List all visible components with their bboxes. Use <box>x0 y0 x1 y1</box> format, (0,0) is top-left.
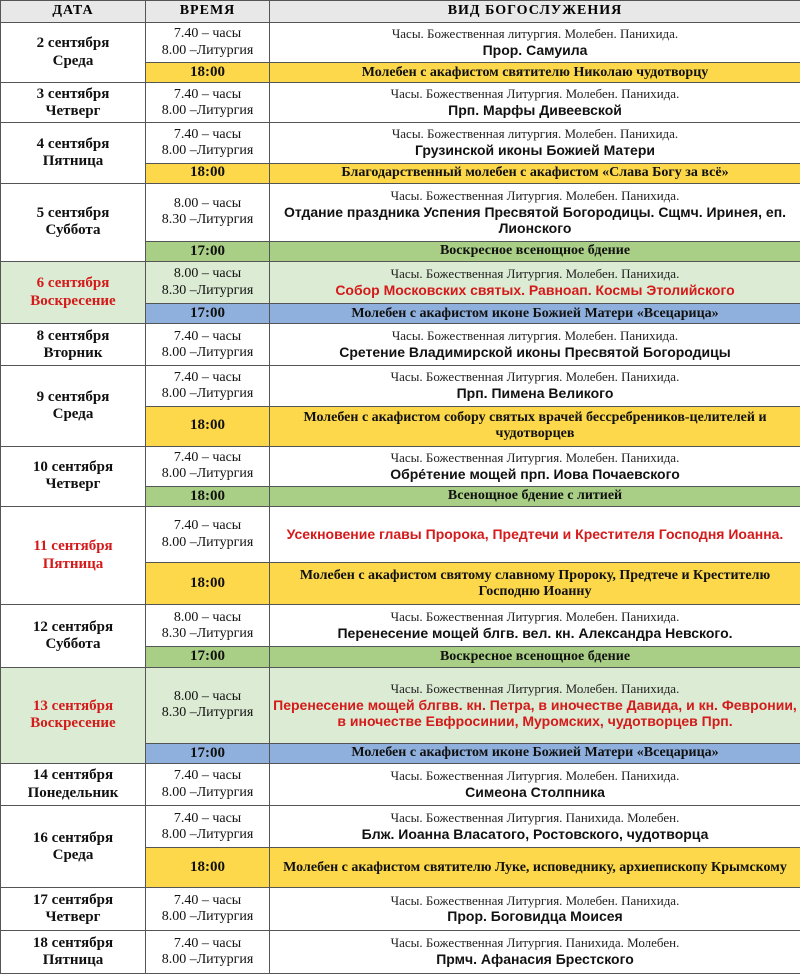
time-liturgy: 8.00 –Литургия <box>161 142 254 158</box>
day-date-cell <box>1 261 146 323</box>
day-service-cell <box>270 667 800 743</box>
time-liturgy: 8.00 –Литургия <box>161 42 254 58</box>
time-liturgy: 8.00 –Литургия <box>161 784 254 800</box>
evening-service: Молебен с акафистом святому славному Пророку, Предтече и Крестителю Господню Иоанну <box>270 563 800 605</box>
day-date: 9 сентября <box>36 388 110 405</box>
time-hours: 7.40 – часы <box>173 892 242 908</box>
time-hours: 7.40 – часы <box>173 450 242 466</box>
service-feast: Грузинской иконы Божией Матери <box>415 142 655 159</box>
day-time-cell <box>146 667 270 743</box>
service-feast: Блж. Иоанна Власатого, Ростовского, чудотворца <box>361 826 709 843</box>
day-time-cell <box>146 123 270 163</box>
day-date: 18 сентября <box>32 934 114 951</box>
time-liturgy: 8.00 –Литургия <box>161 909 254 925</box>
header-service: ВИД БОГОСЛУЖЕНИЯ <box>270 1 800 23</box>
day-weekday: Пятница <box>42 555 104 572</box>
day-date-cell <box>1 667 146 763</box>
day-date-cell <box>1 83 146 123</box>
service-main: Часы. Божественная Литургия. Молебен. Панихида. <box>390 449 680 465</box>
day-date-cell <box>1 123 146 183</box>
time-liturgy: 8.00 –Литургия <box>161 951 254 967</box>
time-hours: 8.00 – часы <box>173 609 242 625</box>
day-date: 2 сентября <box>36 35 110 52</box>
time-hours: 7.40 – часы <box>173 126 242 142</box>
day-date: 13 сентября <box>32 698 114 714</box>
service-feast: Прп. Марфы Дивеевской <box>448 102 622 119</box>
day-row <box>1 366 800 406</box>
day-service-cell <box>270 605 800 647</box>
day-weekday: Четверг <box>45 909 101 926</box>
day-time-cell <box>146 261 270 303</box>
day-time-cell <box>146 324 270 366</box>
service-main: Часы. Божественная Литургия. Молебен. Панихида. <box>390 266 680 281</box>
day-time-cell <box>146 83 270 123</box>
day-service-cell <box>270 446 800 486</box>
time-hours: 7.40 – часы <box>173 86 242 102</box>
day-date-cell <box>1 366 146 446</box>
day-time-cell <box>146 183 270 241</box>
service-feast: Сретение Владимирской иконы Пресвятой Богородицы <box>339 344 731 361</box>
service-feast: Собор Московских святых. Равноап. Космы Этолийского <box>335 281 735 298</box>
day-date: 4 сентября <box>36 135 110 152</box>
evening-service: Благодарственный молебен с акафистом «Слава Богу за всё» <box>270 163 800 183</box>
evening-service: Молебен с акафистом иконе Божией Матери «Всецарица» <box>270 743 800 763</box>
service-main: Часы. Божественная литургия. Молебен. Панихида. <box>391 126 679 142</box>
evening-service: Воскресное всенощное бдение <box>270 241 800 261</box>
day-time-cell <box>146 506 270 562</box>
evening-service: Молебен с акафистом собору святых врачей бессребреников-целителей и чудотворцев <box>270 406 800 446</box>
day-time-cell <box>146 763 270 805</box>
service-feast: Симеона Столпника <box>465 783 605 800</box>
time-hours: 7.40 – часы <box>173 26 242 42</box>
day-weekday: Пятница <box>42 951 104 968</box>
service-feast: Прмч. Афанасия Брестского <box>436 951 634 968</box>
day-time-cell <box>146 366 270 406</box>
day-row <box>1 763 800 805</box>
day-date-cell <box>1 605 146 667</box>
day-row <box>1 83 800 123</box>
evening-time: 17:00 <box>146 647 270 667</box>
service-feast: Перенесение мощей блгв. вел. кн. Александра Невского. <box>337 625 733 642</box>
day-service-cell <box>270 888 800 930</box>
day-row <box>1 261 800 303</box>
day-row <box>1 806 800 848</box>
time-hours: 7.40 – часы <box>173 810 242 826</box>
evening-service: Молебен с акафистом святителю Луке, исповеднику, архиепископу Крымскому <box>270 848 800 888</box>
day-date-cell <box>1 763 146 805</box>
service-main: Часы. Божественная литургия. Молебен. Панихида. <box>391 26 679 42</box>
time-hours: 7.40 – часы <box>173 518 242 534</box>
day-row <box>1 324 800 366</box>
day-service-cell <box>270 506 800 562</box>
service-feast: Прор. Боговидца Моисея <box>447 908 623 925</box>
day-date-cell <box>1 324 146 366</box>
time-liturgy: 8.30 –Литургия <box>161 625 254 641</box>
day-date-cell <box>1 806 146 888</box>
day-weekday: Среда <box>52 846 94 863</box>
day-row <box>1 930 800 973</box>
day-service-cell <box>270 763 800 805</box>
header-time: ВРЕМЯ <box>146 1 270 23</box>
service-main: Часы. Божественная Литургия. Панихида. Молебен. <box>390 810 680 826</box>
service-feast: Отдание праздника Успения Пресвятой Богородицы. Сщмч. Иринея, еп. Лионского <box>283 203 787 236</box>
service-main: Часы. Божественная Литургия. Молебен. Панихида. <box>390 680 680 696</box>
time-hours: 7.40 – часы <box>173 328 242 344</box>
day-date: 3 сентября <box>36 85 110 102</box>
day-date-cell <box>1 183 146 261</box>
evening-service: Молебен с акафистом иконе Божией Матери «Всецарица» <box>270 304 800 324</box>
evening-time: 17:00 <box>146 304 270 324</box>
service-feast: Прор. Самуила <box>482 42 588 58</box>
evening-time: 18:00 <box>146 563 270 605</box>
service-main: Часы. Божественная Литургия. Молебен. Панихида. <box>390 187 680 203</box>
time-hours: 8.00 – часы <box>173 689 242 705</box>
day-date: 8 сентября <box>36 327 110 344</box>
time-liturgy: 8.00 –Литургия <box>161 102 254 118</box>
service-main: Часы. Божественная Литургия. Молебен. Панихида. <box>390 768 680 784</box>
day-service-cell <box>270 930 800 973</box>
day-row <box>1 605 800 647</box>
evening-service: Всенощное бдение с литией <box>270 486 800 506</box>
evening-time: 18:00 <box>146 848 270 888</box>
time-liturgy: 8.00 –Литургия <box>161 344 254 360</box>
day-date-cell <box>1 23 146 83</box>
service-feast: Усекновение главы Пророка, Предтечи и Крестителя Господня Иоанна. <box>286 526 784 543</box>
day-service-cell <box>270 324 800 366</box>
service-main: Часы. Божественная Литургия. Молебен. Панихида. <box>390 86 680 102</box>
service-feast: Прп. Пимена Великого <box>456 385 614 402</box>
day-date: 6 сентября <box>36 275 110 292</box>
day-weekday: Среда <box>52 52 94 69</box>
time-liturgy: 8.30 –Литургия <box>161 705 254 721</box>
day-date-cell <box>1 446 146 506</box>
day-date: 5 сентября <box>36 205 110 222</box>
day-weekday: Вторник <box>43 344 103 361</box>
day-service-cell <box>270 261 800 303</box>
day-date-cell <box>1 888 146 930</box>
evening-time: 18:00 <box>146 486 270 506</box>
evening-service: Воскресное всенощное бдение <box>270 647 800 667</box>
day-time-cell <box>146 806 270 848</box>
day-service-cell <box>270 23 800 63</box>
day-date: 17 сентября <box>32 891 114 908</box>
time-liturgy: 8.00 –Литургия <box>161 534 254 550</box>
day-weekday: Суббота <box>45 635 101 652</box>
time-hours: 8.00 – часы <box>173 266 242 282</box>
service-main: Часы. Божественная Литургия. Молебен. Панихида. <box>390 892 680 908</box>
day-time-cell <box>146 888 270 930</box>
time-liturgy: 8.00 –Литургия <box>161 385 254 401</box>
day-row <box>1 446 800 486</box>
day-row <box>1 888 800 930</box>
time-liturgy: 8.30 –Литургия <box>161 212 254 228</box>
day-date: 10 сентября <box>32 459 114 476</box>
day-row <box>1 667 800 743</box>
evening-time: 18:00 <box>146 163 270 183</box>
day-time-cell <box>146 605 270 647</box>
day-weekday: Суббота <box>45 222 101 239</box>
day-row <box>1 23 800 63</box>
evening-time: 17:00 <box>146 241 270 261</box>
day-service-cell <box>270 123 800 163</box>
day-date: 12 сентября <box>32 618 114 635</box>
header-date: ДАТА <box>1 1 146 23</box>
day-weekday: Понедельник <box>27 784 119 801</box>
day-service-cell <box>270 83 800 123</box>
day-date: 14 сентября <box>32 767 114 784</box>
time-hours: 7.40 – часы <box>173 935 242 951</box>
service-feast: Обре́тение мощей прп. Иова Почаевского <box>390 465 680 482</box>
time-hours: 8.00 – часы <box>173 196 242 212</box>
day-service-cell <box>270 183 800 241</box>
service-main: Часы. Божественная Литургия. Молебен. Панихида. <box>390 369 680 385</box>
time-hours: 7.40 – часы <box>173 369 242 385</box>
day-weekday: Воскресение <box>30 292 116 309</box>
day-weekday: Воскресение <box>30 715 116 732</box>
day-service-cell <box>270 806 800 848</box>
evening-time: 17:00 <box>146 743 270 763</box>
day-date: 16 сентября <box>32 829 114 846</box>
day-time-cell <box>146 446 270 486</box>
service-main: Часы. Божественная Литургия. Молебен. Панихида. <box>390 609 680 625</box>
time-liturgy: 8.30 –Литургия <box>161 282 254 298</box>
day-weekday: Четверг <box>45 102 101 119</box>
day-row <box>1 506 800 562</box>
evening-service: Молебен с акафистом святителю Николаю чудотворцу <box>270 63 800 83</box>
service-main: Часы. Божественная литургия. Молебен. Панихида. <box>391 328 679 344</box>
time-liturgy: 8.00 –Литургия <box>161 466 254 482</box>
header-row <box>1 1 800 23</box>
service-feast: Перенесение мощей блгвв. кн. Петра, в иночестве Давида, и кн. Февронии, в иночестве Евфросинии, Муромских, чудотворцев Прп. <box>273 696 797 729</box>
day-weekday: Среда <box>52 406 94 423</box>
evening-time: 18:00 <box>146 63 270 83</box>
day-weekday: Пятница <box>42 153 104 169</box>
day-weekday: Четверг <box>45 476 101 493</box>
day-row <box>1 183 800 241</box>
time-hours: 7.40 – часы <box>173 768 242 784</box>
day-row <box>1 123 800 163</box>
day-date-cell <box>1 930 146 973</box>
day-date-cell <box>1 506 146 604</box>
time-liturgy: 8.00 –Литургия <box>161 826 254 842</box>
day-time-cell <box>146 23 270 63</box>
day-service-cell <box>270 366 800 406</box>
day-time-cell <box>146 930 270 973</box>
evening-time: 18:00 <box>146 406 270 446</box>
schedule-body <box>1 23 800 974</box>
service-main: Часы. Божественная Литургия. Панихида. Молебен. <box>390 935 680 951</box>
day-date: 11 сентября <box>33 538 113 555</box>
